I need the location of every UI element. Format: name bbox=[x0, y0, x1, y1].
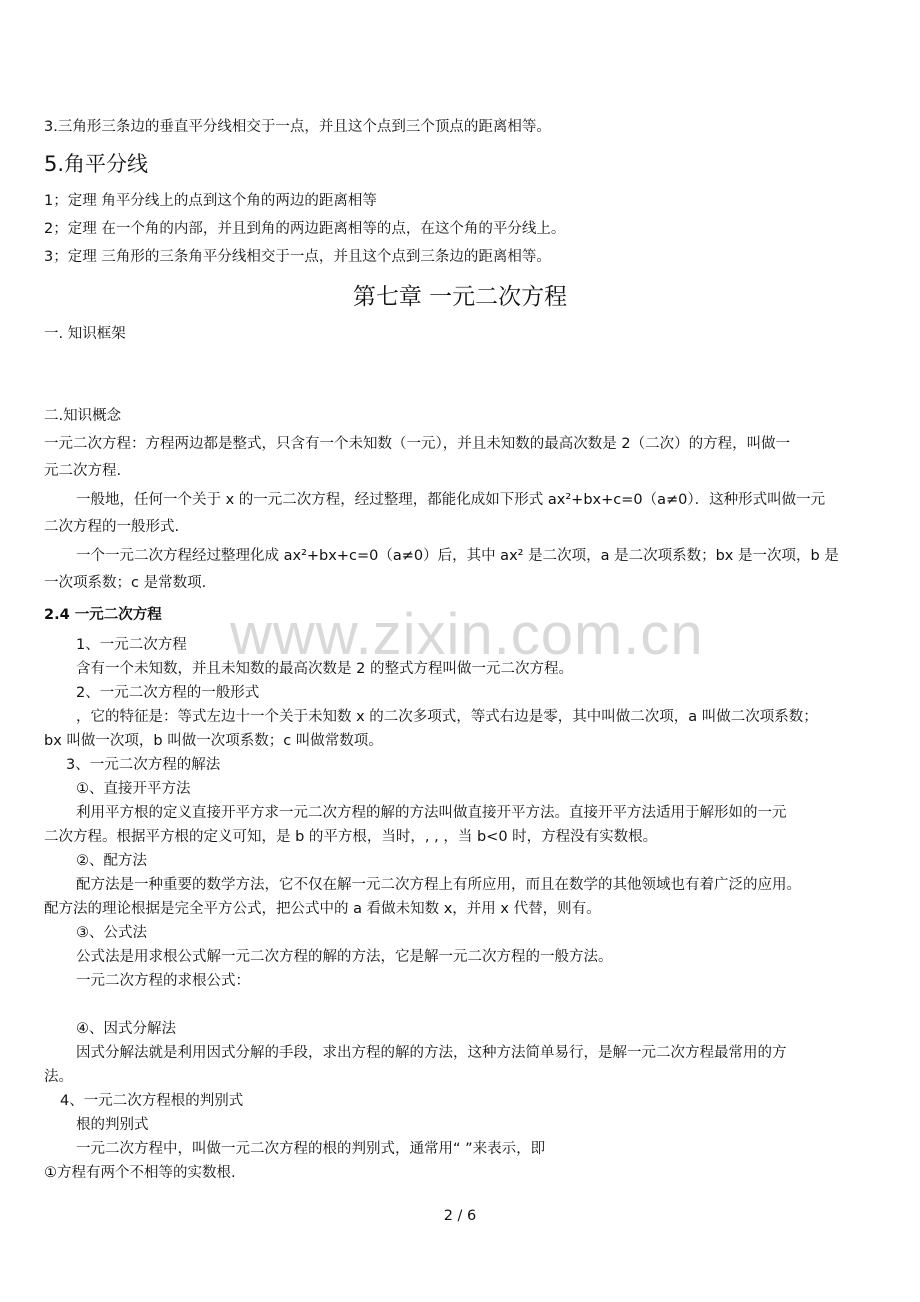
text-line: 含有一个未知数，并且未知数的最高次数是 2 的整式方程叫做一元二次方程。 bbox=[76, 661, 573, 677]
method-heading: ②、配方法 bbox=[76, 853, 147, 869]
text-line: ①方程有两个不相等的实数根. bbox=[44, 1165, 236, 1181]
text-line: ，它的特征是：等式左边十一个关于未知数 x 的二次多项式，等式右边是零，其中叫做二次项，a 叫做二次项系数； bbox=[76, 709, 818, 725]
text-line: 一个一元二次方程经过整理化成 ax²+bx+c=0（a≠0）后，其中 ax² 是二次项，a 是二次项系数；bx 是一次项，b 是 bbox=[76, 548, 839, 564]
method-heading: ④、因式分解法 bbox=[76, 1021, 176, 1037]
theorem-line: 1；定理 角平分线上的点到这个角的两边的距离相等 bbox=[44, 193, 377, 209]
text-line: 一次项系数；c 是常数项. bbox=[44, 575, 207, 591]
text-line: 一元二次方程的求根公式： bbox=[76, 973, 250, 989]
text-line: 法。 bbox=[44, 1069, 73, 1085]
chapter-title: 第七章 一元二次方程 bbox=[352, 284, 568, 310]
text-line: 配方法是一种重要的数学方法，它不仅在解一元二次方程上有所应用，而且在数学的其他领域也有着广泛的应用。 bbox=[76, 877, 801, 893]
subheading: 1、一元二次方程 bbox=[76, 637, 187, 653]
method-heading: ③、公式法 bbox=[76, 925, 147, 941]
text-line: 一元二次方程中，叫做一元二次方程的根的判别式，通常用“ ”来表示，即 bbox=[76, 1141, 546, 1157]
subheading: 2、一元二次方程的一般形式 bbox=[76, 685, 260, 701]
page-number: 2 / 6 bbox=[443, 1208, 477, 1224]
section-heading: 5.角平分线 bbox=[44, 152, 149, 176]
subheading: 一. 知识框架 bbox=[44, 326, 126, 342]
text-line: 根的判别式 bbox=[76, 1117, 149, 1133]
text-line: 一元二次方程：方程两边都是整式，只含有一个未知数（一元），并且未知数的最高次数是 2（二次）的方程，叫做一 bbox=[44, 436, 791, 452]
subheading: 二.知识概念 bbox=[44, 408, 122, 424]
text-line: 公式法是用求根公式解一元二次方程的解的方法，它是解一元二次方程的一般方法。 bbox=[76, 949, 613, 965]
method-heading: ①、直接开平方法 bbox=[76, 781, 191, 797]
text-line: 元二次方程. bbox=[44, 463, 122, 479]
text-line: 3.三角形三条边的垂直平分线相交于一点，并且这个点到三个顶点的距离相等。 bbox=[44, 119, 551, 135]
text-line: 二次方程。根据平方根的定义可知，是 b 的平方根，当时，, , ，当 b<0 时，方程没有实数根。 bbox=[44, 829, 658, 845]
subheading: 3、一元二次方程的解法 bbox=[66, 757, 221, 773]
watermark: www.zixin.com.cn bbox=[230, 602, 704, 667]
text-line: 一般地，任何一个关于 x 的一元二次方程，经过整理，都能化成如下形式 ax²+bx+c=0（a≠0）．这种形式叫做一元 bbox=[76, 492, 826, 508]
text-line: 因式分解法就是利用因式分解的手段，求出方程的解的方法，这种方法简单易行，是解一元二次方程最常用的方 bbox=[76, 1045, 787, 1061]
text-line: 配方法的理论根据是完全平方公式，把公式中的 a 看做未知数 x，并用 x 代替，则有。 bbox=[44, 901, 601, 917]
text-line: bx 叫做一次项，b 叫做一次项系数；c 叫做常数项。 bbox=[44, 733, 383, 749]
text-line: 利用平方根的定义直接开平方求一元二次方程的解的方法叫做直接开平方法。直接开平方法适用于解形如的一元 bbox=[76, 805, 787, 821]
subheading: 4、一元二次方程根的判别式 bbox=[60, 1093, 244, 1109]
theorem-line: 3；定理 三角形的三条角平分线相交于一点，并且这个点到三条边的距离相等。 bbox=[44, 249, 551, 265]
theorem-line: 2；定理 在一个角的内部，并且到角的两边距离相等的点，在这个角的平分线上。 bbox=[44, 221, 566, 237]
section-heading: 2.4 一元二次方程 bbox=[44, 607, 162, 623]
text-line: 二次方程的一般形式. bbox=[44, 519, 180, 535]
